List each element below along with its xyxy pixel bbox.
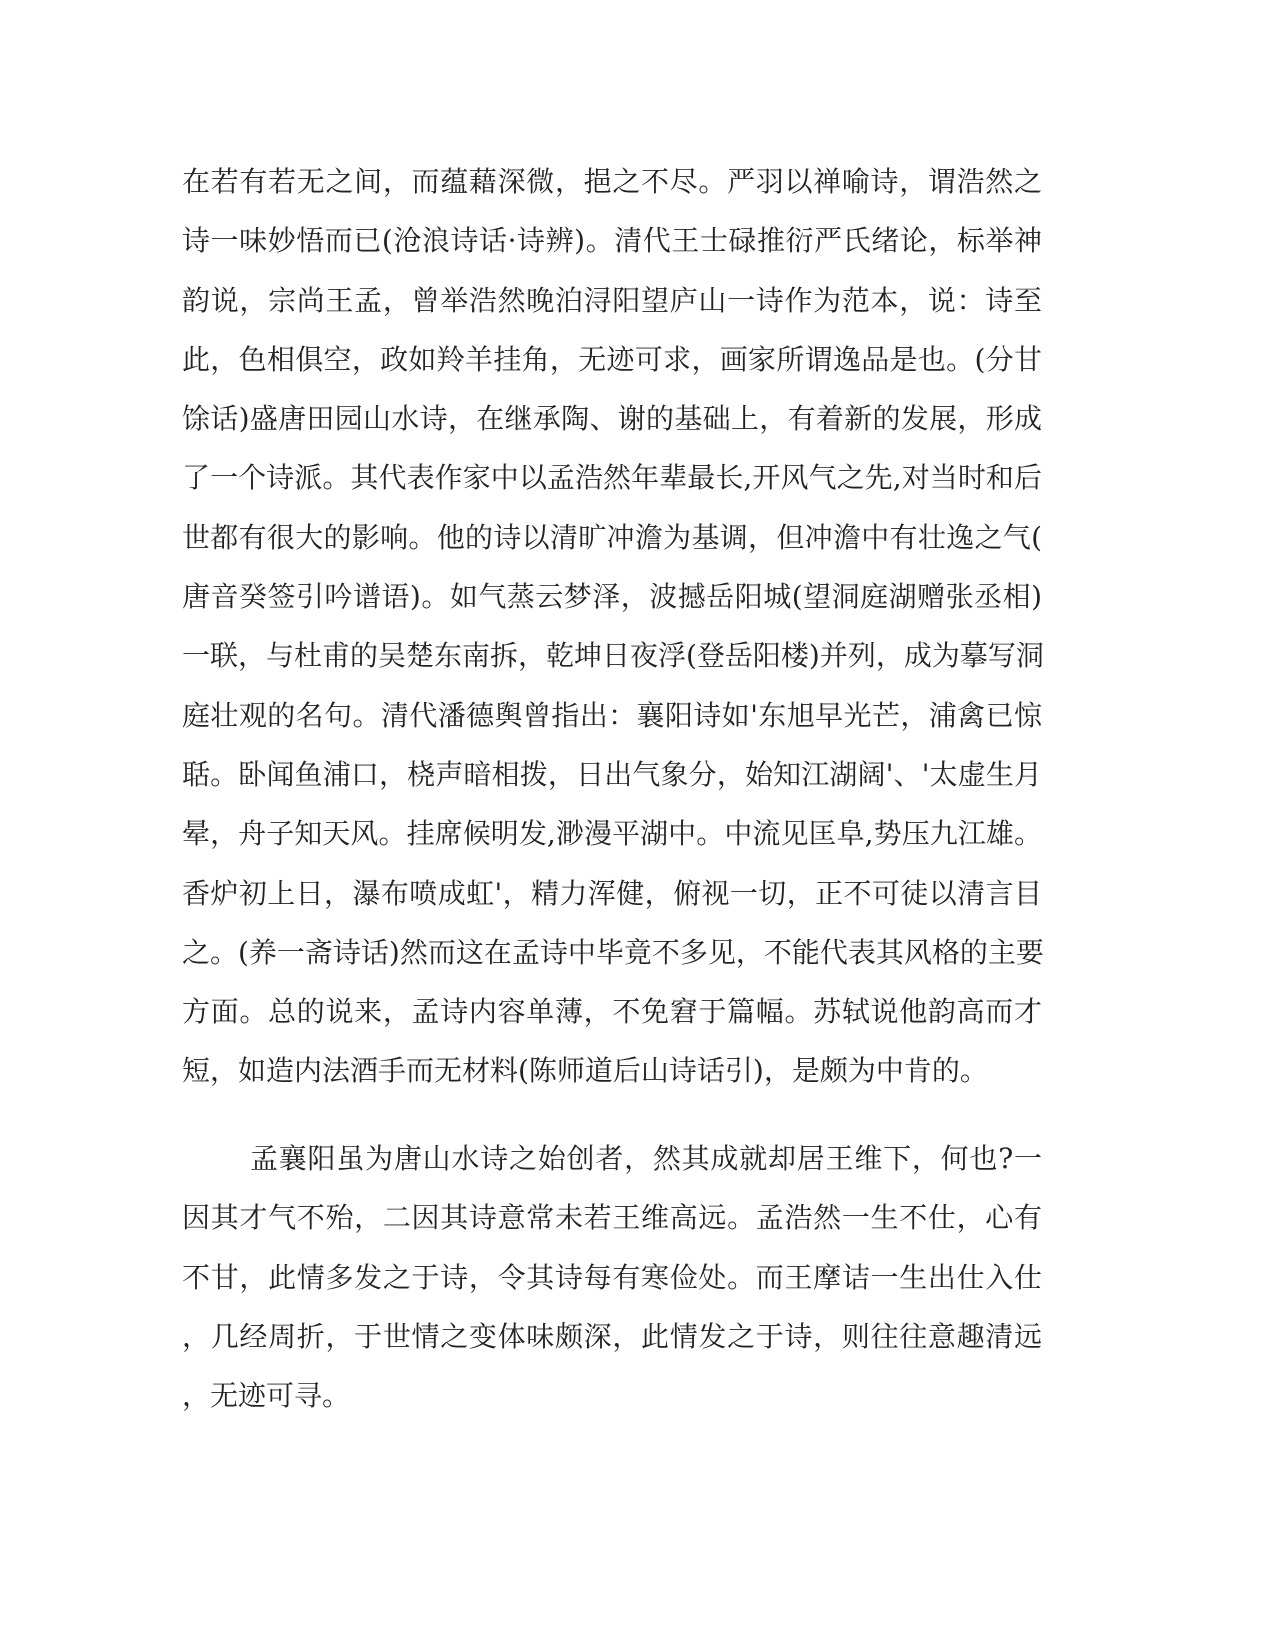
text-line: 不甘，此情多发之于诗，令其诗每有寒俭处。而王摩诘一生出仕入仕: [182, 1260, 1042, 1294]
text-line: ，几经周折，于世情之变体味颇深，此情发之于诗，则往往意趣清远: [182, 1319, 1042, 1353]
text-line: 在若有若无之间，而蕴藉深微，挹之不尽。严羽以禅喻诗，谓浩然之: [182, 165, 1042, 198]
text-line: 韵说，宗尚王孟，曾举浩然晚泊浔阳望庐山一诗作为范本，说：诗至: [182, 283, 1042, 317]
text-line: 孟襄阳虽为唐山水诗之始创者，然其成就却居王维下，何也?一: [250, 1142, 1042, 1175]
text-line: 方面。总的说来，孟诗内容单薄，不免窘于篇幅。苏轼说他韵高而才: [182, 995, 1042, 1029]
text-line: 了一个诗派。其代表作家中以孟浩然年辈最长,开风气之先,对当时和后: [182, 461, 1042, 495]
paragraph-1: [182, 160, 1042, 1109]
text-line: 短，如造内法酒手而无材料(陈师道后山诗话引)，是颇为中肯的。: [182, 1054, 988, 1088]
text-line: 此，色相俱空，政如羚羊挂角，无迹可求，画家所谓逸品是也。(分甘: [182, 342, 1042, 376]
text-line: 因其才气不殆，二因其诗意常未若王维高远。孟浩然一生不仕，心有: [182, 1201, 1042, 1235]
text-line: 晕，舟子知天风。挂席候明发,渺漫平湖中。中流见匡阜,势压九江雄。: [182, 817, 1042, 851]
text-line: 之。(养一斋诗话)然而这在孟诗中毕竟不多见，不能代表其风格的主要: [182, 935, 1044, 969]
text-line: 馀话)盛唐田园山水诗，在继承陶、谢的基础上，有着新的发展，形成: [182, 402, 1042, 436]
text-line: ，无迹可寻。: [182, 1379, 351, 1413]
text-line: 香炉初上日，瀑布喷成虹'，精力浑健，俯视一切，正不可徒以清言目: [182, 876, 1042, 910]
text-line: 诗一味妙悟而已(沧浪诗话·诗辨)。清代王士碌推衍严氏绪论，标举神: [182, 224, 1042, 258]
text-line: 世都有很大的影响。他的诗以清旷冲澹为基调，但冲澹中有壮逸之气(: [182, 520, 1042, 554]
text-line: 庭壮观的名句。清代潘德舆曾指出：襄阳诗如'东旭早光芒，浦禽已惊: [182, 698, 1042, 732]
text-line: 唐音癸签引吟谱语)。如气蒸云梦泽，波撼岳阳城(望洞庭湖赠张丞相): [182, 580, 1042, 614]
paragraph-2: [182, 1137, 1042, 1433]
text-line: 一联，与杜甫的吴楚东南拆，乾坤日夜浮(登岳阳楼)并列，成为摹写洞: [182, 639, 1044, 673]
text-line: 聒。卧闻鱼浦口，桡声暗相拨，日出气象分，始知江湖阔'、'太虚生月: [182, 757, 1042, 791]
